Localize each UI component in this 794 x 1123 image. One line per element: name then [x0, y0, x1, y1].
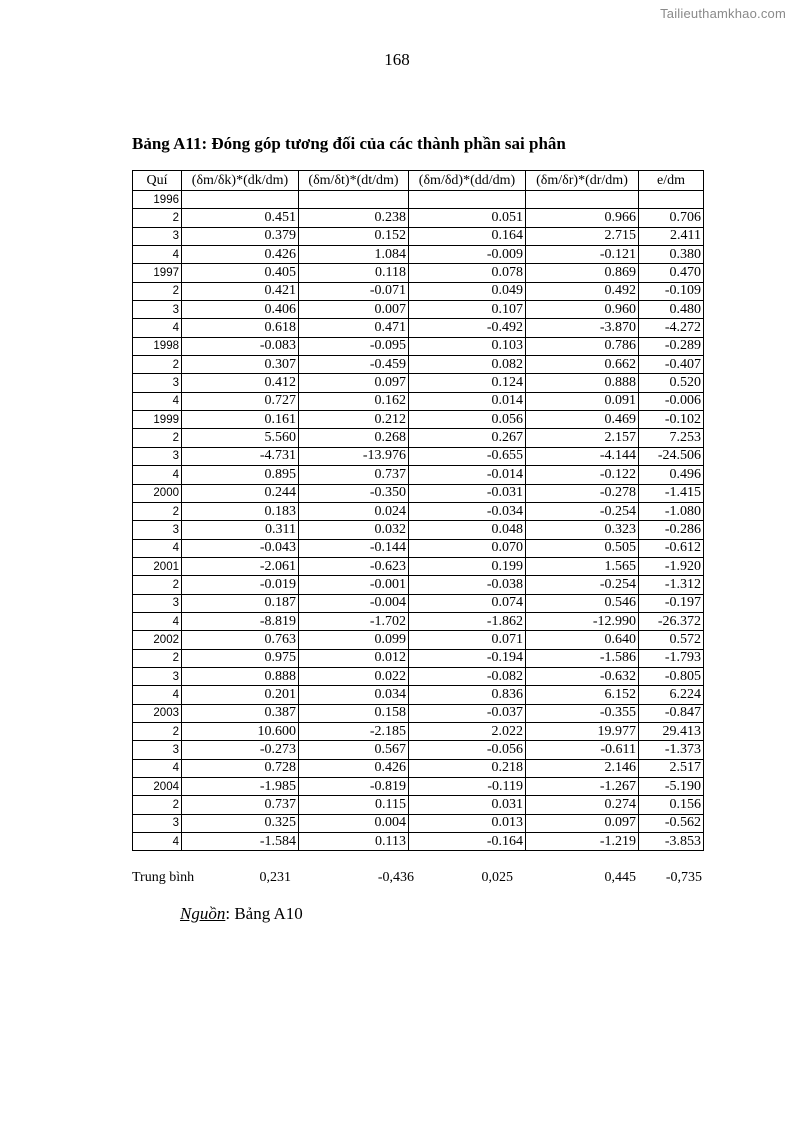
k-contribution-cell: 0.728 [182, 759, 299, 777]
t-contribution-cell: 0.737 [299, 466, 409, 484]
quarter-cell: 2000 [133, 484, 182, 502]
t-contribution-cell: -0.001 [299, 576, 409, 594]
residual-cell: -0.289 [639, 337, 704, 355]
t-contribution-cell: 0.007 [299, 301, 409, 319]
r-contribution-cell: 19.977 [526, 722, 639, 740]
t-contribution-cell: 0.115 [299, 796, 409, 814]
d-contribution-cell: 0.056 [409, 411, 526, 429]
table-row [133, 576, 704, 594]
quarter-cell: 2002 [133, 631, 182, 649]
quarter-cell: 2 [133, 282, 182, 300]
average-t-value: -0,436 [377, 870, 414, 885]
k-contribution-cell: 0.183 [182, 502, 299, 520]
quarter-cell: 2 [133, 209, 182, 227]
d-contribution-cell: -0.164 [409, 833, 526, 851]
r-contribution-cell: -0.122 [526, 466, 639, 484]
k-contribution-cell: -4.731 [182, 447, 299, 465]
t-contribution-cell: -0.004 [299, 594, 409, 612]
table-row [133, 374, 704, 392]
k-contribution-cell: 0.406 [182, 301, 299, 319]
k-contribution-cell: 0.187 [182, 594, 299, 612]
table-row [133, 814, 704, 832]
k-contribution-cell: 0.405 [182, 264, 299, 282]
t-contribution-cell: 0.268 [299, 429, 409, 447]
header-residual: e/dm [639, 171, 704, 191]
d-contribution-cell: 0.078 [409, 264, 526, 282]
header-k-contribution: (δm/δk)*(dk/dm) [182, 171, 299, 191]
average-k-value: 0,231 [259, 870, 291, 885]
average-label: Trung bình [132, 870, 195, 885]
t-contribution-cell: 0.162 [299, 392, 409, 410]
t-contribution-cell: 0.567 [299, 741, 409, 759]
t-contribution-cell: 0.238 [299, 209, 409, 227]
residual-cell: -0.109 [639, 282, 704, 300]
residual-cell: -26.372 [639, 612, 704, 630]
k-contribution-cell: -0.083 [182, 337, 299, 355]
t-contribution-cell: 0.034 [299, 686, 409, 704]
d-contribution-cell: 0.071 [409, 631, 526, 649]
table-body [133, 191, 704, 851]
table-row [133, 686, 704, 704]
quarter-cell: 2 [133, 722, 182, 740]
table-row [133, 796, 704, 814]
d-contribution-cell: -1.862 [409, 612, 526, 630]
quarter-cell: 4 [133, 612, 182, 630]
t-contribution-cell: 0.004 [299, 814, 409, 832]
r-contribution-cell: 2.715 [526, 227, 639, 245]
table-row [133, 631, 704, 649]
residual-cell: 7.253 [639, 429, 704, 447]
residual-cell: -5.190 [639, 778, 704, 796]
k-contribution-cell: 0.201 [182, 686, 299, 704]
t-contribution-cell: -0.144 [299, 539, 409, 557]
table-row [133, 594, 704, 612]
d-contribution-cell: 0.199 [409, 557, 526, 575]
average-row [132, 870, 704, 888]
table-row [133, 778, 704, 796]
d-contribution-cell: 0.218 [409, 759, 526, 777]
table-row [133, 722, 704, 740]
average-residual-value: -0,735 [665, 870, 702, 885]
quarter-cell: 4 [133, 246, 182, 264]
r-contribution-cell: 6.152 [526, 686, 639, 704]
k-contribution-cell: 0.763 [182, 631, 299, 649]
quarter-cell: 3 [133, 374, 182, 392]
d-contribution-cell: -0.056 [409, 741, 526, 759]
k-contribution-cell: 0.379 [182, 227, 299, 245]
residual-cell: 0.520 [639, 374, 704, 392]
table-row [133, 392, 704, 410]
quarter-cell: 3 [133, 667, 182, 685]
t-contribution-cell: 0.097 [299, 374, 409, 392]
residual-cell: -1.920 [639, 557, 704, 575]
t-contribution-cell: 0.113 [299, 833, 409, 851]
r-contribution-cell: -0.632 [526, 667, 639, 685]
residual-cell: -0.407 [639, 356, 704, 374]
t-contribution-cell: 0.022 [299, 667, 409, 685]
k-contribution-cell: -1.985 [182, 778, 299, 796]
table-row [133, 319, 704, 337]
table-row [133, 667, 704, 685]
residual-cell: -4.272 [639, 319, 704, 337]
table-row [133, 282, 704, 300]
r-contribution-cell: 2.157 [526, 429, 639, 447]
k-contribution-cell: 0.737 [182, 796, 299, 814]
r-contribution-cell: 0.662 [526, 356, 639, 374]
quarter-cell: 1998 [133, 337, 182, 355]
residual-cell: 0.480 [639, 301, 704, 319]
quarter-cell: 1999 [133, 411, 182, 429]
r-contribution-cell: 0.966 [526, 209, 639, 227]
d-contribution-cell: 0.267 [409, 429, 526, 447]
r-contribution-cell: -0.278 [526, 484, 639, 502]
d-contribution-cell: 0.103 [409, 337, 526, 355]
r-contribution-cell: -0.254 [526, 576, 639, 594]
table-row [133, 741, 704, 759]
table-row [133, 759, 704, 777]
residual-cell: -1.415 [639, 484, 704, 502]
r-contribution-cell: -1.586 [526, 649, 639, 667]
residual-cell: -1.080 [639, 502, 704, 520]
k-contribution-cell: 0.421 [182, 282, 299, 300]
d-contribution-cell: -0.655 [409, 447, 526, 465]
table-title: Bảng A11: Đóng góp tương đối của các thành phần sai phân [132, 134, 566, 153]
t-contribution-cell: 0.024 [299, 502, 409, 520]
residual-cell: -0.197 [639, 594, 704, 612]
r-contribution-cell: 0.505 [526, 539, 639, 557]
r-contribution-cell: -0.121 [526, 246, 639, 264]
page-number: 168 [384, 50, 410, 69]
t-contribution-cell: -13.976 [299, 447, 409, 465]
r-contribution-cell: 0.469 [526, 411, 639, 429]
r-contribution-cell: -4.144 [526, 447, 639, 465]
t-contribution-cell: -1.702 [299, 612, 409, 630]
d-contribution-cell: 0.164 [409, 227, 526, 245]
residual-cell: -24.506 [639, 447, 704, 465]
table-row [133, 429, 704, 447]
table-header-row [133, 171, 704, 191]
k-contribution-cell: -8.819 [182, 612, 299, 630]
table-row [133, 833, 704, 851]
table-row [133, 649, 704, 667]
average-d-value: 0,025 [481, 870, 513, 885]
quarter-cell: 3 [133, 447, 182, 465]
quarter-cell: 2003 [133, 704, 182, 722]
d-contribution-cell: 0.124 [409, 374, 526, 392]
table-row [133, 337, 704, 355]
d-contribution-cell: -0.119 [409, 778, 526, 796]
d-contribution-cell: 0.013 [409, 814, 526, 832]
r-contribution-cell: 0.640 [526, 631, 639, 649]
t-contribution-cell: 0.152 [299, 227, 409, 245]
d-contribution-cell: 0.107 [409, 301, 526, 319]
quarter-cell: 3 [133, 594, 182, 612]
t-contribution-cell: 1.084 [299, 246, 409, 264]
table-row [133, 301, 704, 319]
r-contribution-cell: 0.546 [526, 594, 639, 612]
k-contribution-cell: 0.244 [182, 484, 299, 502]
table-row [133, 447, 704, 465]
k-contribution-cell: 0.161 [182, 411, 299, 429]
quarter-cell: 2 [133, 429, 182, 447]
d-contribution-cell: -0.492 [409, 319, 526, 337]
table-row [133, 502, 704, 520]
r-contribution-cell: 0.492 [526, 282, 639, 300]
quarter-cell: 4 [133, 539, 182, 557]
t-contribution-cell [299, 191, 409, 209]
t-contribution-cell: -2.185 [299, 722, 409, 740]
t-contribution-cell: -0.819 [299, 778, 409, 796]
d-contribution-cell: -0.194 [409, 649, 526, 667]
t-contribution-cell: 0.118 [299, 264, 409, 282]
t-contribution-cell: 0.212 [299, 411, 409, 429]
residual-cell: -1.312 [639, 576, 704, 594]
t-contribution-cell: -0.071 [299, 282, 409, 300]
quarter-cell: 3 [133, 301, 182, 319]
quarter-cell: 2 [133, 356, 182, 374]
quarter-cell: 3 [133, 741, 182, 759]
residual-cell: -0.006 [639, 392, 704, 410]
d-contribution-cell: 0.048 [409, 521, 526, 539]
k-contribution-cell: 0.412 [182, 374, 299, 392]
r-contribution-cell: -1.267 [526, 778, 639, 796]
quarter-cell: 2 [133, 649, 182, 667]
t-contribution-cell: -0.095 [299, 337, 409, 355]
table-row [133, 466, 704, 484]
source-label: Nguồn [180, 904, 226, 923]
d-contribution-cell: 0.082 [409, 356, 526, 374]
d-contribution-cell: -0.037 [409, 704, 526, 722]
residual-cell: -0.562 [639, 814, 704, 832]
d-contribution-cell [409, 191, 526, 209]
d-contribution-cell: 0.031 [409, 796, 526, 814]
k-contribution-cell: 10.600 [182, 722, 299, 740]
k-contribution-cell: 0.888 [182, 667, 299, 685]
table-row [133, 264, 704, 282]
k-contribution-cell: -0.043 [182, 539, 299, 557]
d-contribution-cell: -0.038 [409, 576, 526, 594]
d-contribution-cell: 0.074 [409, 594, 526, 612]
r-contribution-cell: -3.870 [526, 319, 639, 337]
quarter-cell: 2001 [133, 557, 182, 575]
residual-cell: -0.805 [639, 667, 704, 685]
k-contribution-cell: -0.019 [182, 576, 299, 594]
table-row [133, 539, 704, 557]
t-contribution-cell: 0.032 [299, 521, 409, 539]
header-t-contribution: (δm/δt)*(dt/dm) [299, 171, 409, 191]
d-contribution-cell: -0.034 [409, 502, 526, 520]
quarter-cell: 3 [133, 521, 182, 539]
residual-cell: -0.847 [639, 704, 704, 722]
residual-cell: -0.286 [639, 521, 704, 539]
table-row [133, 704, 704, 722]
t-contribution-cell: 0.158 [299, 704, 409, 722]
residual-cell [639, 191, 704, 209]
header-r-contribution: (δm/δr)*(dr/dm) [526, 171, 639, 191]
residual-cell: 0.496 [639, 466, 704, 484]
residual-cell: 2.411 [639, 227, 704, 245]
quarter-cell: 4 [133, 686, 182, 704]
r-contribution-cell: -0.254 [526, 502, 639, 520]
d-contribution-cell: -0.009 [409, 246, 526, 264]
r-contribution-cell: 0.869 [526, 264, 639, 282]
k-contribution-cell: 0.618 [182, 319, 299, 337]
r-contribution-cell: 0.274 [526, 796, 639, 814]
k-contribution-cell: -1.584 [182, 833, 299, 851]
residual-cell: 0.706 [639, 209, 704, 227]
d-contribution-cell: 0.014 [409, 392, 526, 410]
residual-cell: 0.380 [639, 246, 704, 264]
k-contribution-cell: 0.727 [182, 392, 299, 410]
quarter-cell: 1996 [133, 191, 182, 209]
t-contribution-cell: 0.099 [299, 631, 409, 649]
r-contribution-cell: 0.091 [526, 392, 639, 410]
quarter-cell: 2 [133, 502, 182, 520]
source-text: : Bảng A10 [225, 904, 303, 923]
k-contribution-cell: 0.311 [182, 521, 299, 539]
k-contribution-cell: 0.975 [182, 649, 299, 667]
table-row [133, 191, 704, 209]
t-contribution-cell: 0.012 [299, 649, 409, 667]
k-contribution-cell: 5.560 [182, 429, 299, 447]
r-contribution-cell: 0.097 [526, 814, 639, 832]
data-table [132, 170, 704, 851]
r-contribution-cell [526, 191, 639, 209]
table-row [133, 356, 704, 374]
d-contribution-cell: 0.049 [409, 282, 526, 300]
d-contribution-cell: 0.836 [409, 686, 526, 704]
d-contribution-cell: -0.082 [409, 667, 526, 685]
source-note [180, 904, 303, 924]
residual-cell: -3.853 [639, 833, 704, 851]
residual-cell: 0.470 [639, 264, 704, 282]
d-contribution-cell: 2.022 [409, 722, 526, 740]
r-contribution-cell: 1.565 [526, 557, 639, 575]
t-contribution-cell: 0.426 [299, 759, 409, 777]
quarter-cell: 4 [133, 466, 182, 484]
watermark: Tailieuthamkhao.com [660, 6, 786, 21]
r-contribution-cell: -0.611 [526, 741, 639, 759]
d-contribution-cell: -0.031 [409, 484, 526, 502]
quarter-cell: 3 [133, 814, 182, 832]
d-contribution-cell: 0.070 [409, 539, 526, 557]
residual-cell: 6.224 [639, 686, 704, 704]
header-quarter: Quí [133, 171, 182, 191]
residual-cell: -1.373 [639, 741, 704, 759]
quarter-cell: 3 [133, 227, 182, 245]
r-contribution-cell: -0.355 [526, 704, 639, 722]
r-contribution-cell: 0.888 [526, 374, 639, 392]
quarter-cell: 2 [133, 796, 182, 814]
residual-cell: -0.102 [639, 411, 704, 429]
table-row [133, 246, 704, 264]
t-contribution-cell: -0.623 [299, 557, 409, 575]
k-contribution-cell: 0.451 [182, 209, 299, 227]
d-contribution-cell: -0.014 [409, 466, 526, 484]
quarter-cell: 4 [133, 319, 182, 337]
k-contribution-cell: 0.895 [182, 466, 299, 484]
table-row [133, 411, 704, 429]
r-contribution-cell: 0.323 [526, 521, 639, 539]
r-contribution-cell: 0.786 [526, 337, 639, 355]
d-contribution-cell: 0.051 [409, 209, 526, 227]
residual-cell: -1.793 [639, 649, 704, 667]
t-contribution-cell: 0.471 [299, 319, 409, 337]
average-r-value: 0,445 [604, 870, 636, 885]
residual-cell: 0.156 [639, 796, 704, 814]
r-contribution-cell: -12.990 [526, 612, 639, 630]
table-row [133, 209, 704, 227]
k-contribution-cell: 0.426 [182, 246, 299, 264]
r-contribution-cell: -1.219 [526, 833, 639, 851]
r-contribution-cell: 0.960 [526, 301, 639, 319]
k-contribution-cell: 0.387 [182, 704, 299, 722]
residual-cell: 0.572 [639, 631, 704, 649]
quarter-cell: 4 [133, 392, 182, 410]
quarter-cell: 4 [133, 833, 182, 851]
quarter-cell: 4 [133, 759, 182, 777]
k-contribution-cell: 0.325 [182, 814, 299, 832]
residual-cell: 29.413 [639, 722, 704, 740]
r-contribution-cell: 2.146 [526, 759, 639, 777]
quarter-cell: 1997 [133, 264, 182, 282]
table-row [133, 521, 704, 539]
table-row [133, 484, 704, 502]
table-row [133, 612, 704, 630]
k-contribution-cell: -2.061 [182, 557, 299, 575]
k-contribution-cell [182, 191, 299, 209]
header-d-contribution: (δm/δd)*(dd/dm) [409, 171, 526, 191]
quarter-cell: 2004 [133, 778, 182, 796]
residual-cell: -0.612 [639, 539, 704, 557]
k-contribution-cell: 0.307 [182, 356, 299, 374]
residual-cell: 2.517 [639, 759, 704, 777]
quarter-cell: 2 [133, 576, 182, 594]
k-contribution-cell: -0.273 [182, 741, 299, 759]
table-row [133, 227, 704, 245]
t-contribution-cell: -0.350 [299, 484, 409, 502]
t-contribution-cell: -0.459 [299, 356, 409, 374]
table-row [133, 557, 704, 575]
